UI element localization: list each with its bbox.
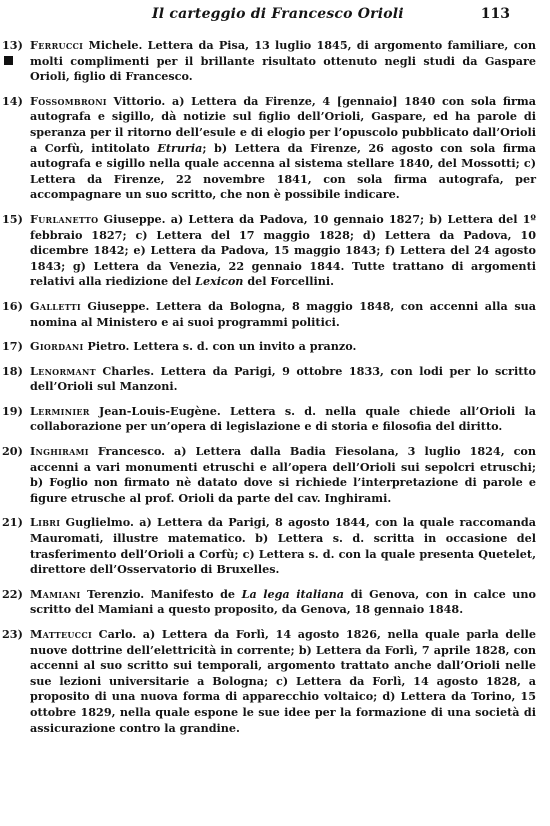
entry-text: Jean-Louis-Eugène. Lettera s. d. nella quale chiede all’Orioli la collaborazione per un’opera di legislazione e di storia e filosofia del diritto. — [30, 403, 536, 434]
list-item — [0, 364, 550, 395]
entry-text: Carlo. a) Lettera da Forlì, 14 agosto 1826, nella quale parla delle nuove dottrine dell’elettricità in corrente; b) Lettera da Forlì, 7 aprile 1828, con accenni al suo scritto sui temporali, argomento trattato anche dall’Orioli nelle sue lezioni universitarie a Bologna; c) Lettera da Forlì, 14 agosto 1828, a proposito di una nuova forma di apparecchio voltaico; d) Lettera da Torino, 15 ottobre 1829, nella quale espone le sue idee per la formazione di una società di assicurazione contro la grandine. — [30, 627, 536, 735]
correspondent-surname: Mamiani — [30, 586, 81, 601]
list-item — [0, 212, 550, 290]
page-header — [0, 4, 550, 30]
entry-number: 23) — [2, 627, 23, 641]
entry-number: 15) — [2, 211, 23, 226]
letter-list — [0, 38, 550, 745]
page-number: 113 — [480, 6, 510, 22]
entry-number: 14) — [2, 93, 23, 108]
entry-number: 16) — [2, 298, 23, 313]
correspondent-surname: Fossombroni — [30, 93, 107, 108]
entry-text: Pietro. Lettera s. d. con un invito a pranzo. — [83, 339, 357, 354]
correspondent-surname: Libri — [30, 515, 61, 530]
correspondent-surname: Ferrucci — [30, 38, 84, 52]
list-item — [0, 404, 550, 435]
correspondent-surname: Furlanetto — [30, 211, 99, 226]
correspondent-surname: Matteucci — [30, 627, 93, 641]
list-item — [0, 627, 550, 736]
entry-text: Guglielmo. a) Lettera da Parigi, 8 agosto 1844, con la quale raccomanda Mauromati, illustre matematico. b) Lettera s. d. scritta in occasione del trasferimento dell’Orioli a Corfù; c) Lettera s. d. con la quale presenta Quetelet, direttore dell’Osservatorio di Bruxelles. — [30, 515, 536, 577]
entry-text: Terenzio. Manifesto de — [80, 586, 242, 601]
entry-text: Vittorio. a) Lettera da Firenze, 4 [gennaio] 1840 con sola firma autografa e sigillo, dà notizie sul figlio dell’Orioli, Gaspare, ed ha parole di speranza per il ritorno dell’esule e di elogio per l’opuscolo pubblicato dall’Orioli a Corfù, intitolato — [30, 93, 536, 155]
list-item — [0, 515, 550, 577]
correspondent-surname: Lenormant — [30, 363, 96, 378]
entry-text: Giuseppe. Lettera da Bologna, 8 maggio 1848, con accenni alla sua nomina al Ministero e ai suoi programmi politici. — [30, 298, 536, 329]
entry-text: Francesco. a) Lettera dalla Badia Fiesolana, 3 luglio 1824, con accenni a vari monumenti etruschi e all’opera dell’Orioli sui sepolcri etruschi; b) Foglio non firmato nè datato dove si richiede l’interpretazione di parole e figure etrusche al prof. Orioli da parte del cav. Inghirami. — [30, 444, 536, 505]
entry-number: 20) — [2, 444, 23, 459]
entry-number: 22) — [2, 586, 23, 601]
list-item — [0, 299, 550, 330]
work-title: Lexicon — [195, 274, 244, 289]
correspondent-surname: Giordani — [30, 339, 84, 354]
work-title: La lega italiana — [241, 586, 345, 601]
list-item — [0, 587, 550, 618]
entry-number: 19) — [2, 403, 23, 418]
margin-marker-icon — [4, 56, 13, 65]
correspondent-surname: Lerminier — [30, 403, 90, 418]
correspondent-surname: Galletti — [30, 298, 81, 313]
entry-text-continued: del Forcellini. — [243, 274, 335, 289]
entry-text-continued: ; b) Lettera da Firenze, 26 agosto con sola firma autografa e sigillo nella quale accenna al sistema stellare 1840, del Mossotti; c) Lettera da Firenze, 22 novembre 1841, con sola firma autografa, per accompagnare un suo scritto, che non è possibile indicare. — [30, 140, 536, 202]
entry-text: Michele. Lettera da Pisa, 13 luglio 1845, di argomento familiare, con molti complimenti per il brillante risultato ottenuto negli studi da Gaspare Orioli, figlio di Francesco. — [30, 38, 536, 84]
entry-text: Charles. Lettera da Parigi, 9 ottobre 1833, con lodi per lo scritto dell’Orioli sul Manzoni. — [30, 363, 536, 394]
correspondent-surname: Inghirami — [30, 444, 89, 459]
work-title: Etruria — [157, 140, 203, 155]
list-item — [0, 339, 550, 355]
entry-text: Giuseppe. a) Lettera da Padova, 10 gennaio 1827; b) Lettera del 1º febbraio 1827; c) Lettera del 17 maggio 1828; d) Lettera da Padova, 10 dicembre 1842; e) Lettera da Padova, 15 maggio 1843; f) Lettera del 24 agosto 1843; g) Lettera da Venezia, 22 gennaio 1844. Tutte trattano di argomenti relativi alla riedizione del — [30, 211, 536, 289]
entry-number: 18) — [2, 363, 23, 378]
entry-text-continued: di Genova, con in calce uno scritto del Mamiani a questo proposito, da Genova, 18 gennaio 1848. — [30, 586, 536, 617]
running-head: Il carteggio di Francesco Orioli — [152, 6, 404, 22]
list-item — [0, 38, 550, 85]
entry-number: 21) — [2, 515, 23, 530]
list-item — [0, 94, 550, 203]
entry-number: 13) — [2, 38, 23, 52]
list-item — [0, 444, 550, 506]
entry-number: 17) — [2, 339, 23, 354]
